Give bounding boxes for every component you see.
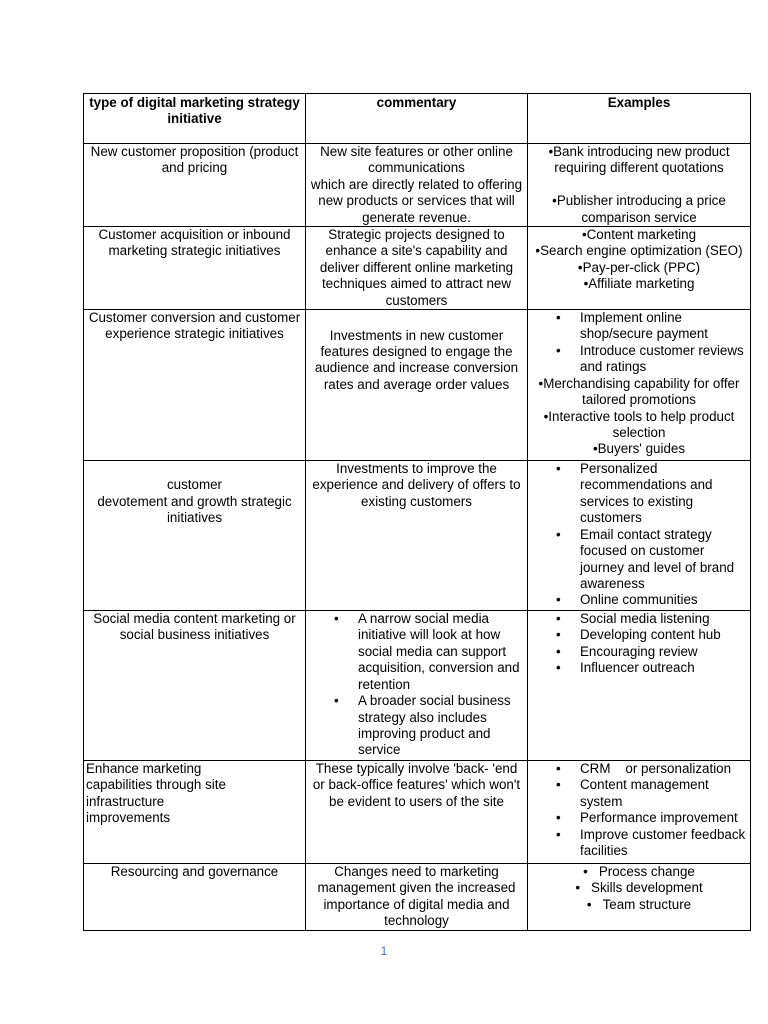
row-commentary-cell: Changes need to marketing management given the increased importance of digital media and technology [306,864,528,931]
table-row [84,310,751,461]
row-examples-cell [528,864,751,931]
example-item: • Implement online shop/secure payment [530,310,748,343]
example-item: •Search engine optimization (SEO) [535,243,743,259]
header-commentary: commentary [306,94,528,144]
commentary-line: New site features or other online communications [320,144,513,176]
example-item: •Merchandising capability for offer tailored promotions [538,375,740,408]
example-item: • CRM or personalization [530,761,748,777]
row-type-cell: New customer proposition (product and pricing [84,144,306,227]
row-commentary-cell: Strategic projects designed to enhance a site's capability and deliver different online marketing techniques aimed to attract new customers [306,227,528,310]
type-line: devotement and growth strategic initiatives [97,493,292,526]
row-examples-cell [528,310,751,461]
table-row [84,461,751,611]
table-header-row [84,94,751,144]
table-row [84,227,751,310]
example-item: • Developing content hub [530,627,748,643]
page-number: 1 [380,944,388,958]
type-line: customer [166,477,223,493]
row-type-cell [84,461,306,611]
example-item: • Social media listening [530,611,748,627]
table-row [84,144,751,227]
example-item: • Skills development [530,880,748,896]
row-examples-cell [528,761,751,864]
commentary-list [308,611,525,759]
row-examples-cell [528,227,751,310]
row-type-cell [84,761,306,864]
row-type-cell: Social media content marketing or social business initiatives [84,611,306,761]
example-item: • Email contact strategy focused on customer journey and level of brand awareness [530,527,748,593]
row-commentary-cell [306,611,528,761]
example-item: • Team structure [530,897,748,913]
example-item: •Buyers' guides [592,441,686,457]
row-type-cell: Resourcing and governance [84,864,306,931]
row-commentary-cell: These typically involve 'back- 'end or back-office features' which won't be evident to users of the site [306,761,528,864]
example-item: •Interactive tools to help product selection [543,408,735,440]
examples-list [530,611,748,677]
type-text: Enhance marketing capabilities through site infrastructure improvements [86,761,226,826]
commentary-item: • A broader social business strategy also includes improving product and service [308,693,525,759]
examples-list [530,864,748,913]
table-row [84,761,751,864]
example-item: • Encouraging review [530,644,748,660]
row-commentary-cell [306,144,528,227]
examples-list [530,310,748,376]
strategy-table [83,93,751,931]
row-type-cell: Customer conversion and customer experience strategic initiatives [84,310,306,461]
row-commentary-cell: Investments to improve the experience and delivery of offers to existing customers [306,461,528,611]
example-item: •Content marketing [581,227,697,243]
commentary-line: which are directly related to offering new products or services that will generate revenue. [310,176,523,225]
examples-list [530,461,748,609]
example-item: •Publisher introducing a price comparison service [552,193,726,225]
example-item: • Personalized recommendations and services to existing customers [530,461,748,527]
header-type: type of digital marketing strategy initiative [84,94,306,144]
example-item: • Performance improvement [530,810,748,826]
example-item: • Online communities [530,592,748,608]
example-item: • Influencer outreach [530,660,748,676]
row-type-cell: Customer acquisition or inbound marketing strategic initiatives [84,227,306,310]
example-item: • Introduce customer reviews and ratings [530,343,748,376]
example-item: • Content management system [530,777,748,810]
example-item: •Bank introducing new product requiring different quotations [548,144,730,176]
example-item: • Improve customer feedback facilities [530,827,748,860]
row-examples-cell [528,611,751,761]
row-commentary-cell [306,310,528,461]
row-examples-cell [528,144,751,227]
example-item: • Process change [530,864,748,880]
example-item: •Affiliate marketing [583,276,695,292]
row-examples-cell [528,461,751,611]
table-row [84,864,751,931]
example-item: •Pay-per-click (PPC) [577,259,701,275]
commentary-item: • A narrow social media initiative will look at how social media can support acquisition, conversion and retention [308,611,525,693]
examples-list [530,761,748,859]
header-examples: Examples [528,94,751,144]
table-row [84,611,751,761]
commentary-text: Investments in new customer features designed to engage the audience and increase conversion rates and average order values [314,327,519,392]
